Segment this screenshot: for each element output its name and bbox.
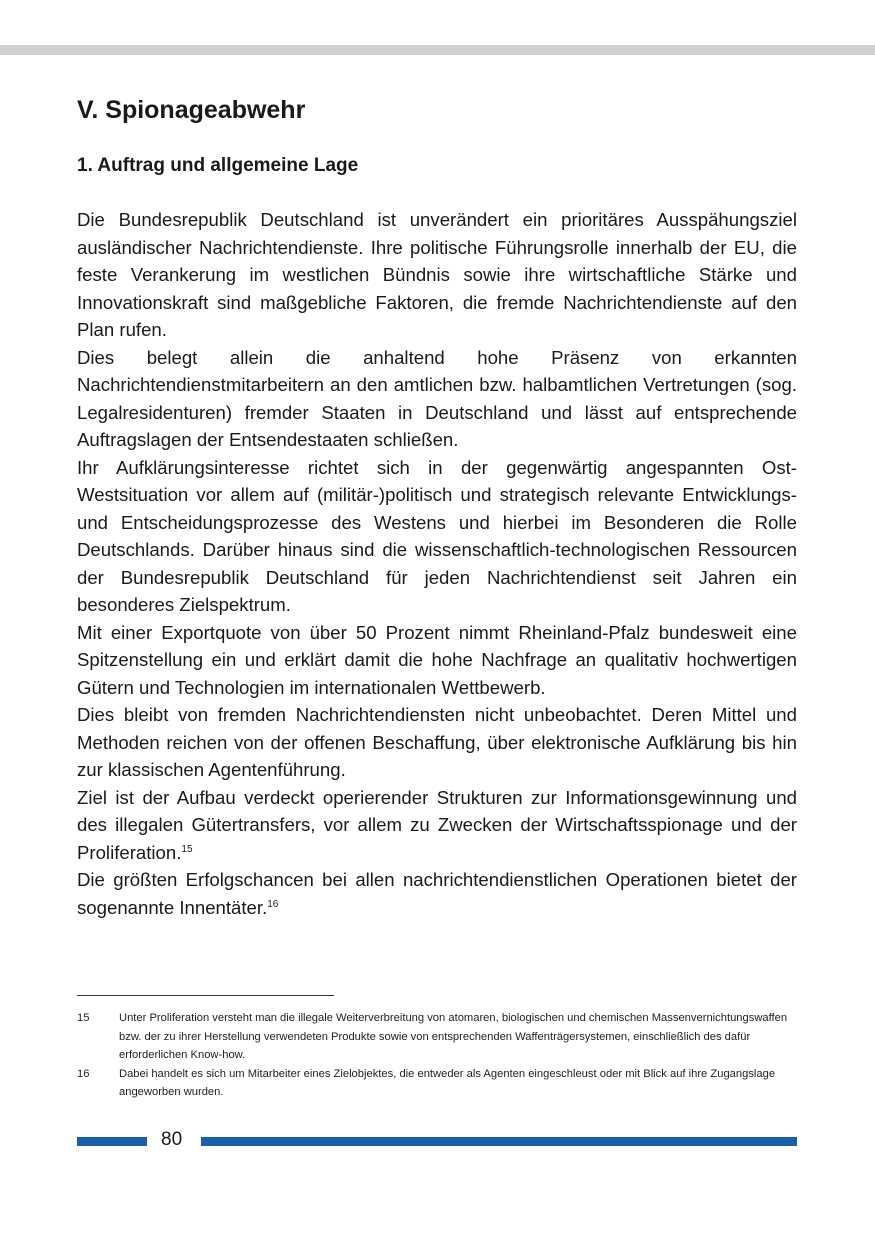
chapter-title: V. Spionageabwehr xyxy=(77,96,306,124)
header-divider-bar xyxy=(0,45,875,55)
page-footer xyxy=(77,1126,797,1156)
section-title: 1. Auftrag und allgemeine Lage xyxy=(77,155,359,176)
paragraph xyxy=(77,701,797,784)
paragraph-text: Ihr Aufklärungsinteresse richtet sich in der gegenwärtig angespannten Ost-Westsituation vor allem auf (militär-)politisch und strategisch relevante Entwicklungs- und Entscheidungsprozesse des Westens und hierbei im Besonderen die Rolle Deutschlands. Darüber hinaus sind die wissenschaftlich-technologischen Ressourcen der Bundesrepublik Deutschland für jeden Nachrichtendienst seit Jahren ein besonderes Zielspektrum. xyxy=(77,456,797,615)
paragraph-text: Dies belegt allein die anhaltend hohe Präsenz von erkannten Nachrichtendienstmitarbeitern an den amtlichen bzw. halbamtlichen Vertretungen (sog. Legalresidenturen) fremder Staaten in Deutschland und lässt auf entsprechende Auftragslagen der Entsendestaaten schließen. xyxy=(77,346,797,450)
paragraph-text: Die Bundesrepublik Deutschland ist unverändert ein prioritäres Ausspähungsziel ausländischer Nachrichtendienste. Ihre politische Führungsrolle innerhalb der EU, die feste Verankerung im westlichen Bündnis sowie ihre wirtschaftliche Stärke und Innovationskraft sind maßgebliche Faktoren, die fremde Nachrichtendienste auf den Plan rufen. xyxy=(77,209,797,340)
page-number: 80 xyxy=(161,1129,183,1150)
footnote-text: Dabei handelt es sich um Mitarbeiter eines Zielobjektes, die entweder als Agenten eingeschleust oder mit Blick auf ihre Zugangslage angeworben wurden. xyxy=(119,1067,776,1098)
paragraph-text: Die größten Erfolgschancen bei allen nachrichtendienstlichen Operationen bietet der sogenannte Innentäter. xyxy=(77,869,797,918)
footer-bar-left xyxy=(77,1137,147,1146)
paragraph-text: Ziel ist der Aufbau verdeckt operierender Strukturen zur Informationsgewinnung und des illegalen Gütertransfers, vor allem zu Zwecken der Wirtschaftsspionage und der Proliferation. xyxy=(77,786,797,863)
footnote-reference[interactable]: 15 xyxy=(181,843,193,855)
footer-bar-right xyxy=(201,1137,797,1146)
page-content xyxy=(77,92,797,921)
footnotes xyxy=(77,1009,797,1102)
footnote xyxy=(77,1065,797,1102)
paragraph xyxy=(77,206,797,344)
paragraph xyxy=(77,784,797,867)
paragraph xyxy=(77,344,797,454)
paragraph-text: Dies bleibt von fremden Nachrichtendiensten nicht unbeobachtet. Deren Mittel und Methoden reichen von der offenen Beschaffung, über elektronische Aufklärung bis hin zur klassischen Agentenführung. xyxy=(77,704,797,780)
footnote-text: Unter Proliferation versteht man die illegale Weiterverbreitung von atomaren, biologischen und chemischen Massenvernichtungswaffen bzw. der zu ihrer Herstellung verwendeten Produkte sowie von entsprechenden Waffenträgersystemen, einschließlich des dafür erforderlichen Know-how. xyxy=(119,1012,788,1061)
paragraph xyxy=(77,619,797,702)
paragraph xyxy=(77,454,797,619)
body-text xyxy=(77,206,797,921)
footnote xyxy=(77,1009,797,1065)
footnote-number: 15 xyxy=(77,1012,90,1024)
footnote-number: 16 xyxy=(77,1067,90,1080)
footnote-separator xyxy=(77,995,334,996)
footnote-reference[interactable]: 16 xyxy=(267,898,279,910)
paragraph-text: Mit einer Exportquote von über 50 Prozent nimmt Rheinland-Pfalz bundesweit eine Spitzenstellung ein und erklärt damit die hohe Nachfrage an qualitativ hochwertigen Gütern und Technologien im internationalen Wettbewerb. xyxy=(77,621,797,698)
paragraph xyxy=(77,866,797,921)
